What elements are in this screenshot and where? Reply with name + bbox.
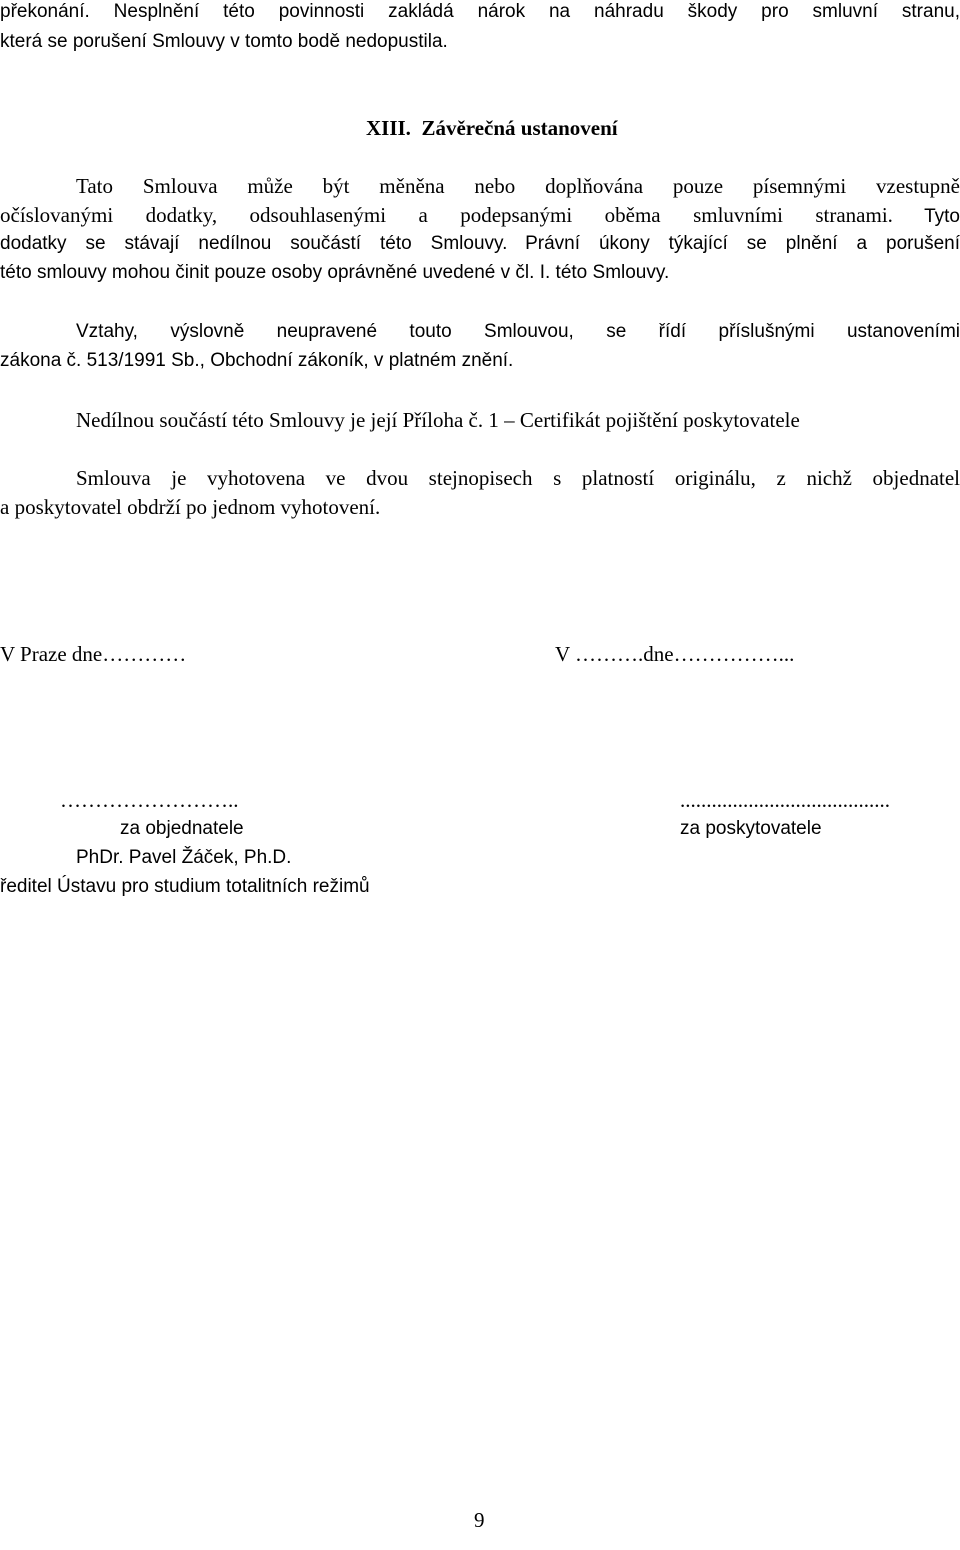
signatory-name: PhDr. Pavel Žáček, Ph.D. — [76, 847, 292, 868]
intro-line-1: překonání. Nesplnění této povinnosti zakládá nárok na náhradu škody pro smluvní stranu, — [0, 1, 960, 22]
para2-line-2b: , Obchodní zákoník, v platném znění. — [199, 350, 514, 371]
section-heading — [366, 114, 618, 142]
para1-line-2b: Tyto — [924, 206, 960, 227]
section-title: Závěrečná ustanovení — [421, 116, 618, 140]
para3-line-1: Nedílnou součástí této Smlouvy je její Příloha č. 1 – Certifikát pojištění poskytovatele — [76, 408, 800, 432]
signature-line-left: …………………….. — [60, 788, 239, 812]
para2-line-2a: zákona č. 513/1991 Sb. — [0, 350, 200, 371]
para2-line-1: Vztahy, výslovně neupravené touto Smlouvou, se řídí příslušnými ustanoveními — [76, 321, 960, 342]
para1-line-3b: Právní úkony týkající se plnění a porušení — [525, 233, 960, 254]
para1-line-2 — [0, 201, 960, 232]
para1-line-4: této smlouvy mohou činit pouze osoby oprávněné uvedené v čl. I. této Smlouvy. — [0, 262, 670, 283]
signature-label-right: za poskytovatele — [680, 818, 822, 839]
para4-line-2: a poskytovatel obdrží po jednom vyhotovení. — [0, 495, 381, 519]
signature-label-left: za objednatele — [120, 818, 244, 839]
signature-line-right: ........................................ — [680, 788, 890, 812]
page-number: 9 — [474, 1508, 485, 1532]
section-number: XIII. — [366, 116, 411, 140]
para4-line-1: Smlouva je vyhotovena ve dvou stejnopisech s platností originálu, z nichž objednatel — [76, 466, 960, 490]
para1-line-1: Tato Smlouva může být měněna nebo doplňována pouze písemnými vzestupně — [76, 174, 960, 198]
para1-line-2a: očíslovanými dodatky, odsouhlasenými a podepsanými oběma smluvními stranami. — [0, 203, 893, 227]
para2-line-2 — [0, 347, 513, 376]
signatory-title: ředitel Ústavu pro studium totalitních režimů — [0, 876, 370, 897]
place-date-right: V ……….dne……………... — [555, 642, 795, 666]
intro-line-2: která se porušení Smlouvy v tomto bodě nedopustila. — [0, 31, 448, 52]
place-date-left: V Praze dne………… — [0, 642, 187, 666]
para1-line-3a: dodatky se stávají nedílnou součástí této Smlouvy. — [0, 233, 508, 254]
para1-line-3 — [0, 230, 960, 259]
